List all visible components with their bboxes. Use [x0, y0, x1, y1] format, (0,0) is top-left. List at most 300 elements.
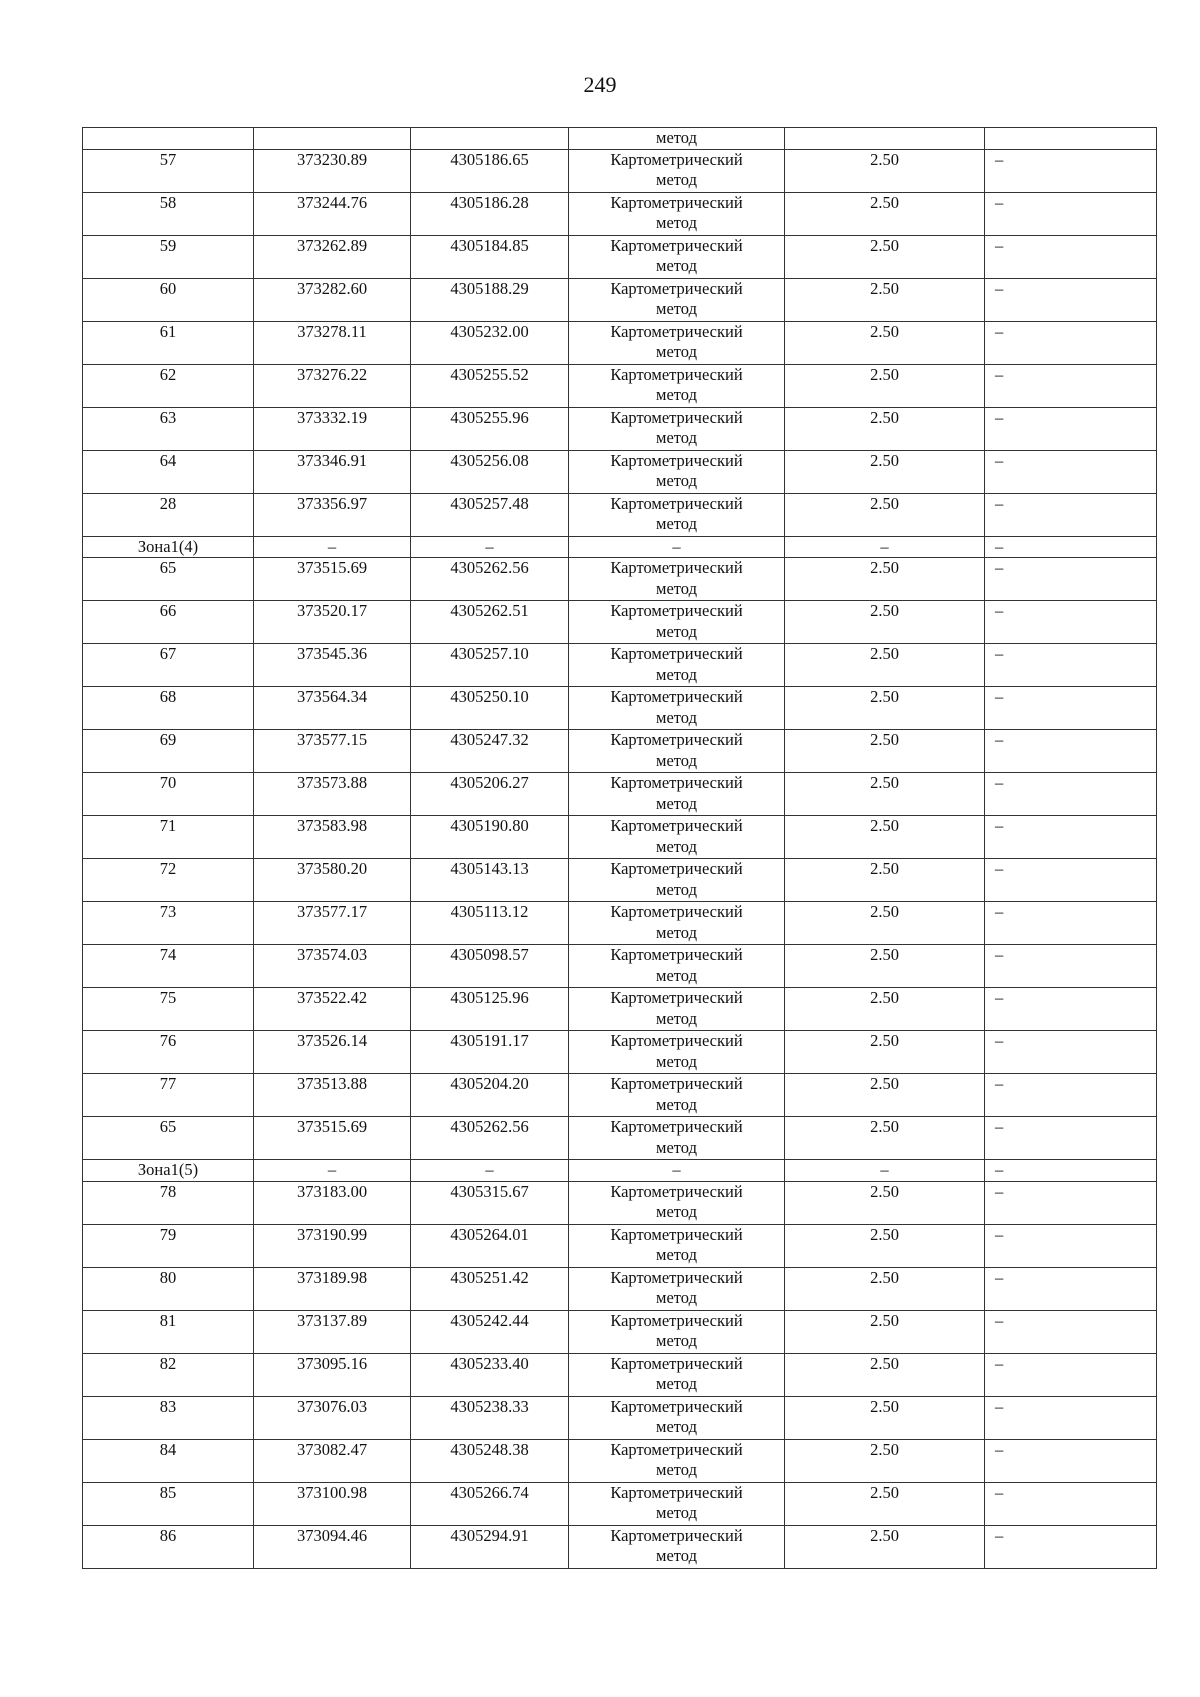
cell-number [83, 128, 254, 150]
cell-accuracy: 2.50 [785, 687, 985, 730]
cell-method [569, 407, 785, 450]
method-line-2: метод [656, 1008, 697, 1028]
cell-accuracy: 2.50 [785, 1267, 985, 1310]
cell-method [569, 364, 785, 407]
method-line-1: Картометрический [610, 278, 743, 298]
method-line-2: метод [656, 836, 697, 856]
cell-accuracy: 2.50 [785, 1439, 985, 1482]
cell-y: 4305113.12 [411, 902, 569, 945]
method-line-1: Картометрический [610, 1224, 743, 1244]
cell-accuracy [785, 128, 985, 150]
cell-y: 4305232.00 [411, 321, 569, 364]
cell-number: 62 [83, 364, 254, 407]
cell-number: 28 [83, 493, 254, 536]
cell-accuracy: 2.50 [785, 407, 985, 450]
cell-note: – [985, 1181, 1157, 1224]
cell-x: 373520.17 [254, 601, 411, 644]
method-line-2: метод [656, 1374, 697, 1393]
cell-note: – [985, 1439, 1157, 1482]
cell-y: 4305256.08 [411, 450, 569, 493]
cell-y: 4305315.67 [411, 1181, 569, 1224]
cell-x: 373545.36 [254, 644, 411, 687]
cell-note: – [985, 773, 1157, 816]
cell-accuracy: 2.50 [785, 364, 985, 407]
table-row [83, 859, 1157, 902]
method-line-2: метод [656, 385, 697, 404]
cell-number: 65 [83, 1117, 254, 1160]
cell-accuracy: 2.50 [785, 644, 985, 687]
cell-number: 70 [83, 773, 254, 816]
method-line-1: Картометрический [610, 1310, 743, 1330]
cell-y: 4305098.57 [411, 945, 569, 988]
cell-method [569, 321, 785, 364]
cell-method [569, 1074, 785, 1117]
cell-note: – [985, 945, 1157, 988]
cell-note: – [985, 1160, 1157, 1182]
table-row [83, 1224, 1157, 1267]
cell-method [569, 1310, 785, 1353]
cell-method [569, 1482, 785, 1525]
cell-accuracy: 2.50 [785, 945, 985, 988]
cell-y: 4305190.80 [411, 816, 569, 859]
cell-accuracy: – [785, 1160, 985, 1182]
table-row [83, 601, 1157, 644]
method-line-1: Картометрический [610, 988, 743, 1007]
cell-number: 68 [83, 687, 254, 730]
method-line-1: Картометрический [610, 1074, 743, 1093]
cell-x: 373183.00 [254, 1181, 411, 1224]
cell-method [569, 192, 785, 235]
cell-method [569, 601, 785, 644]
method-line-2: метод [656, 1245, 697, 1264]
method-line-1: Картометрический [610, 730, 743, 749]
cell-y: 4305294.91 [411, 1525, 569, 1568]
cell-note: – [985, 816, 1157, 859]
cell-x: – [254, 1160, 411, 1182]
method-line-1: Картометрический [610, 644, 743, 663]
cell-note: – [985, 1267, 1157, 1310]
cell-method [569, 1181, 785, 1224]
method-line-1: Картометрический [610, 1031, 743, 1050]
cell-y: – [411, 536, 569, 558]
cell-accuracy: 2.50 [785, 1353, 985, 1396]
cell-accuracy: 2.50 [785, 1224, 985, 1267]
cell-x: 373190.99 [254, 1224, 411, 1267]
cell-y: 4305262.51 [411, 601, 569, 644]
cell-y: 4305186.65 [411, 149, 569, 192]
cell-x: 373230.89 [254, 149, 411, 192]
table-row [83, 1181, 1157, 1224]
cell-method [569, 450, 785, 493]
cell-x: 373515.69 [254, 1117, 411, 1160]
method-line-1: Картометрический [610, 1353, 743, 1373]
cell-x: 373580.20 [254, 859, 411, 902]
cell-y: 4305248.38 [411, 1439, 569, 1482]
cell-x: 373276.22 [254, 364, 411, 407]
cell-number: 82 [83, 1353, 254, 1396]
method-line-2: метод [656, 1051, 697, 1071]
cell-y: 4305188.29 [411, 278, 569, 321]
method-line-2: метод [656, 471, 697, 490]
method-line-1: Картометрический [610, 1396, 743, 1416]
cell-y: 4305262.56 [411, 558, 569, 601]
method-line-2: метод [656, 342, 697, 361]
cell-method [569, 902, 785, 945]
cell-accuracy: 2.50 [785, 1117, 985, 1160]
cell-note: – [985, 988, 1157, 1031]
method-line-1: Картометрический [610, 773, 743, 792]
method-line-2: метод [656, 256, 697, 275]
table-row [83, 149, 1157, 192]
zone-header-row [83, 1160, 1157, 1182]
method-line-2: метод [656, 1546, 697, 1565]
cell-accuracy: 2.50 [785, 321, 985, 364]
cell-x: 373282.60 [254, 278, 411, 321]
cell-method [569, 644, 785, 687]
cell-y: 4305251.42 [411, 1267, 569, 1310]
table-row [83, 1074, 1157, 1117]
cell-note: – [985, 1031, 1157, 1074]
cell-x: 373094.46 [254, 1525, 411, 1568]
cell-number: 60 [83, 278, 254, 321]
method-line-1: Картометрический [610, 364, 743, 384]
cell-number: 67 [83, 644, 254, 687]
cell-note: – [985, 1525, 1157, 1568]
cell-accuracy: 2.50 [785, 235, 985, 278]
cell-method [569, 859, 785, 902]
cell-method [569, 149, 785, 192]
cell-accuracy: 2.50 [785, 773, 985, 816]
table-row [83, 902, 1157, 945]
cell-number: 72 [83, 859, 254, 902]
table-row [83, 687, 1157, 730]
cell-accuracy: – [785, 536, 985, 558]
cell-note: – [985, 1310, 1157, 1353]
cell-x: 373356.97 [254, 493, 411, 536]
method-line-2: метод [656, 750, 697, 770]
cell-accuracy: 2.50 [785, 988, 985, 1031]
method-line-1: Картометрический [610, 149, 743, 169]
cell-y: 4305255.52 [411, 364, 569, 407]
cell-method [569, 1353, 785, 1396]
cell-note: – [985, 1117, 1157, 1160]
cell-method [569, 1117, 785, 1160]
cell-accuracy: 2.50 [785, 902, 985, 945]
table-row [83, 945, 1157, 988]
cell-accuracy: 2.50 [785, 493, 985, 536]
cell-y: 4305266.74 [411, 1482, 569, 1525]
method-line-1: Картометрический [610, 321, 743, 341]
method-line-2: метод [656, 1137, 697, 1157]
cell-method [569, 945, 785, 988]
method-line-1: Картометрический [610, 1525, 743, 1545]
cell-y: 4305186.28 [411, 192, 569, 235]
cell-x: 373262.89 [254, 235, 411, 278]
method-line-2: метод [656, 1460, 697, 1479]
cell-number: 78 [83, 1181, 254, 1224]
cell-method: метод [569, 128, 785, 150]
cell-x: 373522.42 [254, 988, 411, 1031]
cell-x: 373100.98 [254, 1482, 411, 1525]
method-line-2: метод [656, 922, 697, 942]
cell-y: 4305257.10 [411, 644, 569, 687]
cell-note: – [985, 687, 1157, 730]
cell-note: – [985, 601, 1157, 644]
cell-y: 4305204.20 [411, 1074, 569, 1117]
cell-x: 373577.17 [254, 902, 411, 945]
cell-accuracy: 2.50 [785, 1396, 985, 1439]
cell-y: 4305191.17 [411, 1031, 569, 1074]
cell-x: 373244.76 [254, 192, 411, 235]
method-line-1: Картометрический [610, 1439, 743, 1459]
table-row [83, 278, 1157, 321]
cell-x: 373515.69 [254, 558, 411, 601]
cell-y: 4305262.56 [411, 1117, 569, 1160]
method-line-1: Картометрический [610, 192, 743, 212]
cell-y: 4305250.10 [411, 687, 569, 730]
method-line-2: метод [656, 299, 697, 318]
cell-x: 373189.98 [254, 1267, 411, 1310]
cell-method: – [569, 536, 785, 558]
zone-header-row [83, 536, 1157, 558]
cell-y: 4305242.44 [411, 1310, 569, 1353]
cell-number: 71 [83, 816, 254, 859]
method-line-1: Картометрический [610, 407, 743, 427]
cell-number: 66 [83, 601, 254, 644]
cell-note: – [985, 321, 1157, 364]
table-row [83, 1267, 1157, 1310]
cell-y: 4305257.48 [411, 493, 569, 536]
cell-note: – [985, 1224, 1157, 1267]
cell-method [569, 1396, 785, 1439]
method-line-1: Картометрический [610, 859, 743, 878]
method-line-2: метод [656, 1331, 697, 1350]
table-row [83, 1439, 1157, 1482]
cell-note: – [985, 859, 1157, 902]
cell-accuracy: 2.50 [785, 1525, 985, 1568]
method-line-1: Картометрический [610, 493, 743, 513]
cell-note: – [985, 644, 1157, 687]
cell-method: – [569, 1160, 785, 1182]
cell-number: 65 [83, 558, 254, 601]
method-line-2: метод [656, 1202, 697, 1221]
cell-x: 373573.88 [254, 773, 411, 816]
table-row [83, 364, 1157, 407]
cell-y: 4305238.33 [411, 1396, 569, 1439]
cell-method [569, 558, 785, 601]
cell-note: – [985, 1353, 1157, 1396]
table-row [83, 988, 1157, 1031]
method-line-1: Картометрический [610, 816, 743, 835]
cell-number: 81 [83, 1310, 254, 1353]
cell-x: 373574.03 [254, 945, 411, 988]
cell-x: – [254, 536, 411, 558]
table-row [83, 730, 1157, 773]
method-line-1: Картометрический [610, 1181, 743, 1201]
table-row [83, 192, 1157, 235]
method-line-2: метод [656, 965, 697, 985]
cell-accuracy: 2.50 [785, 730, 985, 773]
cell-method [569, 816, 785, 859]
method-line-2: метод [656, 1094, 697, 1114]
cell-accuracy: 2.50 [785, 859, 985, 902]
table-row [83, 1353, 1157, 1396]
cell-method [569, 278, 785, 321]
method-line-1: Картометрический [610, 902, 743, 921]
cell-number: 76 [83, 1031, 254, 1074]
table-row [83, 1396, 1157, 1439]
cell-number: 73 [83, 902, 254, 945]
cell-accuracy: 2.50 [785, 450, 985, 493]
cell-number: 61 [83, 321, 254, 364]
cell-accuracy: 2.50 [785, 558, 985, 601]
cell-note: – [985, 192, 1157, 235]
cell-note: – [985, 450, 1157, 493]
table-row [83, 644, 1157, 687]
cell-note: – [985, 149, 1157, 192]
cell-x: 373564.34 [254, 687, 411, 730]
method-line-1: Картометрический [610, 1267, 743, 1287]
cell-note: – [985, 364, 1157, 407]
table-row [83, 1031, 1157, 1074]
table-row [83, 321, 1157, 364]
method-line-2: метод [656, 428, 697, 447]
table-continuation-row [83, 128, 1157, 150]
method-line-2: метод [656, 1288, 697, 1307]
cell-method [569, 493, 785, 536]
cell-method [569, 1439, 785, 1482]
cell-number: 69 [83, 730, 254, 773]
cell-note: – [985, 493, 1157, 536]
method-line-2: метод [656, 707, 697, 727]
method-line-2: метод [656, 621, 697, 641]
method-line-2: метод [656, 879, 697, 899]
method-line-2: метод [656, 213, 697, 232]
cell-number: 83 [83, 1396, 254, 1439]
method-line-1: Картометрический [610, 687, 743, 706]
cell-number: 85 [83, 1482, 254, 1525]
coordinates-table [82, 127, 1157, 1569]
cell-y: – [411, 1160, 569, 1182]
method-line-2: метод [656, 664, 697, 684]
cell-x: 373332.19 [254, 407, 411, 450]
cell-y: 4305143.13 [411, 859, 569, 902]
cell-accuracy: 2.50 [785, 1482, 985, 1525]
cell-note: – [985, 558, 1157, 601]
table-row [83, 450, 1157, 493]
table-row [83, 1117, 1157, 1160]
cell-number: 58 [83, 192, 254, 235]
cell-accuracy: 2.50 [785, 1074, 985, 1117]
method-line-2: метод [656, 1417, 697, 1436]
cell-x: 373583.98 [254, 816, 411, 859]
cell-method [569, 773, 785, 816]
cell-method [569, 1525, 785, 1568]
method-line-1: Картометрический [610, 558, 743, 577]
method-line-2: метод [656, 578, 697, 598]
cell-note: – [985, 278, 1157, 321]
table-row [83, 773, 1157, 816]
cell-y: 4305264.01 [411, 1224, 569, 1267]
table-row [83, 1482, 1157, 1525]
cell-accuracy: 2.50 [785, 816, 985, 859]
cell-note: – [985, 902, 1157, 945]
cell-note: – [985, 407, 1157, 450]
cell-number: 59 [83, 235, 254, 278]
method-line-2: метод [656, 170, 697, 189]
table-row [83, 558, 1157, 601]
cell-number: 74 [83, 945, 254, 988]
cell-number: Зона1(5) [83, 1160, 254, 1182]
cell-y: 4305255.96 [411, 407, 569, 450]
cell-note [985, 128, 1157, 150]
cell-number: 79 [83, 1224, 254, 1267]
cell-y: 4305184.85 [411, 235, 569, 278]
cell-method [569, 730, 785, 773]
cell-y: 4305247.32 [411, 730, 569, 773]
method-line-1: Картометрический [610, 450, 743, 470]
table-row [83, 816, 1157, 859]
cell-note: – [985, 1074, 1157, 1117]
table-row [83, 1525, 1157, 1568]
cell-y: 4305206.27 [411, 773, 569, 816]
method-line-2: метод [656, 793, 697, 813]
method-line-1: Картометрический [610, 1482, 743, 1502]
cell-method [569, 1224, 785, 1267]
cell-x: 373577.15 [254, 730, 411, 773]
cell-y [411, 128, 569, 150]
table-row [83, 1310, 1157, 1353]
page-number: 249 [583, 72, 617, 97]
table-row [83, 493, 1157, 536]
cell-x: 373076.03 [254, 1396, 411, 1439]
cell-accuracy: 2.50 [785, 278, 985, 321]
cell-x: 373513.88 [254, 1074, 411, 1117]
cell-x: 373082.47 [254, 1439, 411, 1482]
cell-accuracy: 2.50 [785, 601, 985, 644]
cell-accuracy: 2.50 [785, 1181, 985, 1224]
method-line-1: Картометрический [610, 601, 743, 620]
cell-note: – [985, 1482, 1157, 1525]
cell-x: 373137.89 [254, 1310, 411, 1353]
cell-method [569, 1267, 785, 1310]
cell-number: 64 [83, 450, 254, 493]
cell-number: 80 [83, 1267, 254, 1310]
cell-x: 373526.14 [254, 1031, 411, 1074]
cell-number: 84 [83, 1439, 254, 1482]
table-row [83, 235, 1157, 278]
cell-method [569, 235, 785, 278]
cell-number: 77 [83, 1074, 254, 1117]
cell-accuracy: 2.50 [785, 1031, 985, 1074]
cell-note: – [985, 536, 1157, 558]
cell-number: Зона1(4) [83, 536, 254, 558]
cell-accuracy: 2.50 [785, 192, 985, 235]
cell-method [569, 687, 785, 730]
cell-method [569, 988, 785, 1031]
table-row [83, 407, 1157, 450]
method-line-2: метод [656, 514, 697, 533]
cell-accuracy: 2.50 [785, 1310, 985, 1353]
cell-x: 373095.16 [254, 1353, 411, 1396]
method-line-1: Картометрический [610, 1117, 743, 1136]
cell-number: 75 [83, 988, 254, 1031]
cell-number: 63 [83, 407, 254, 450]
method-line-2: метод [656, 1503, 697, 1522]
cell-x: 373346.91 [254, 450, 411, 493]
cell-note: – [985, 730, 1157, 773]
cell-accuracy: 2.50 [785, 149, 985, 192]
